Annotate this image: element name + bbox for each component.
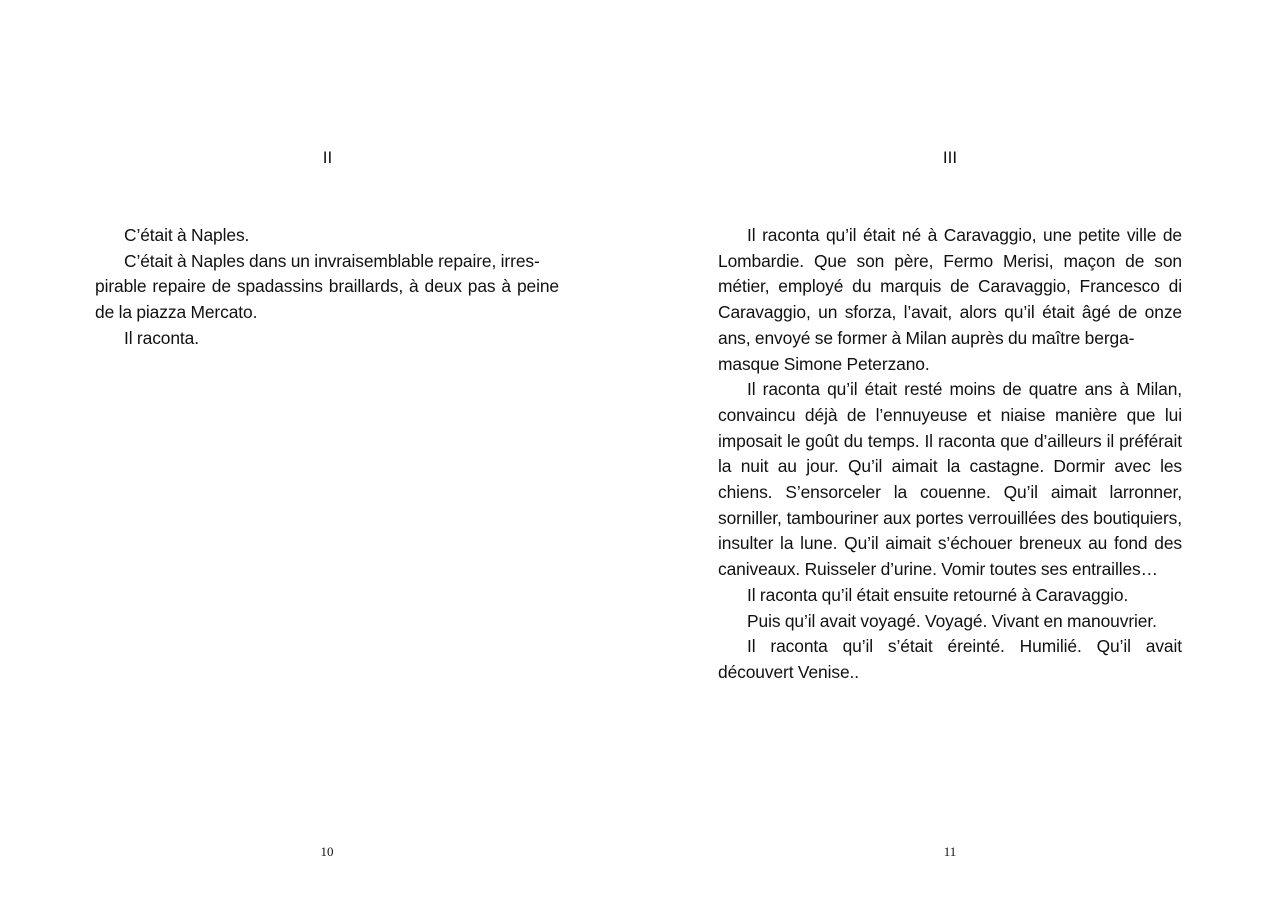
page-body-text	[95, 223, 559, 352]
paragraph: Il raconta.	[124, 327, 199, 348]
paragraph-text: C’était à Naples dans un invraisemblable repaire, irres- pirable repaire de spadassins braillards, à deux pas à peine de la piazza Mercato.	[95, 250, 559, 323]
paragraph-text: Il raconta qu’il s’était éreinté. Humilié. Qu’il avait découvert Venise..	[718, 636, 1182, 682]
paragraph-text: Il raconta qu’il était né à Caravaggio, une petite ville de Lombardie. Que son père, Fermo Merisi, maçon de son métier, employé du marquis de Caravaggio, Francesco di Caravaggio, un sforza, l’avait, alors qu’il était âgé de onze ans, envoyé se former à Milan auprès du maître berga- masque Simone Peterzano.	[718, 225, 1182, 374]
paragraph	[718, 377, 1182, 583]
right-page	[638, 0, 1276, 913]
page-body-text	[718, 223, 1182, 686]
paragraph	[95, 249, 559, 326]
page-number: 10	[320, 844, 334, 859]
chapter-heading: II	[322, 148, 333, 167]
paragraph	[718, 223, 1182, 377]
paragraph	[718, 634, 1182, 685]
paragraph: C’était à Naples.	[124, 225, 250, 245]
chapter-heading: III	[942, 148, 958, 167]
paragraph: Il raconta qu’il était ensuite retourné à Caravaggio.	[747, 584, 1129, 605]
left-page	[0, 0, 638, 913]
paragraph-text: Il raconta qu’il était resté moins de quatre ans à Milan, convaincu déjà de l’ennuyeuse et niaise manière que lui imposait le goût du temps. Il raconta que d’ailleurs il préférait la nuit au jour. Qu’il aimait la castagne. Dormir avec les chiens. S’ensorceler la couenne. Qu’il aimait larronner, sorniller, tambouriner aux portes verrouillées des boutiquiers, insulter la lune. Qu’il aimait s’échouer breneux au fond des caniveaux. Ruisseler d’urine. Vomir toutes ses entrailles…	[718, 379, 1182, 580]
paragraph: Puis qu’il avait voyagé. Voyagé. Vivant en manouvrier.	[747, 610, 1157, 631]
page-number: 11	[943, 844, 957, 859]
